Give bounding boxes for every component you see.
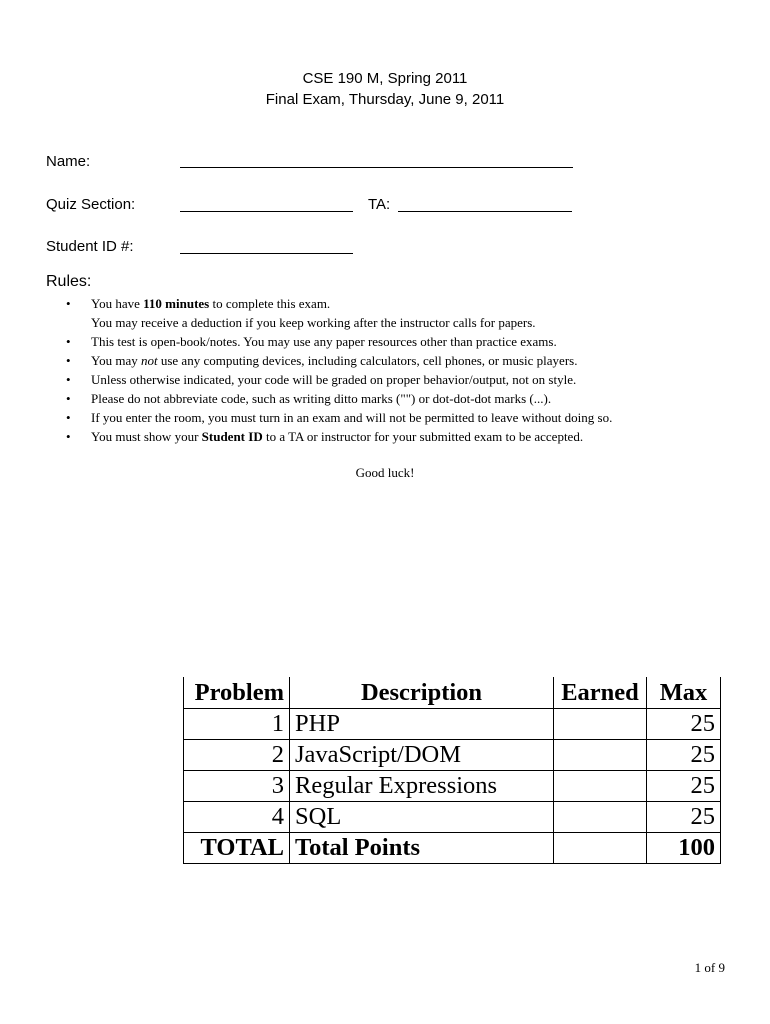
rule-text: to a TA or instructor for your submitted exam to be accepted.: [262, 429, 584, 444]
table-row: [184, 802, 721, 833]
rule-emphasis: not: [140, 353, 158, 368]
table-row: [184, 709, 721, 740]
max-points: 25: [647, 740, 721, 771]
total-max-points: 100: [647, 833, 721, 864]
problem-number: 4: [184, 802, 290, 833]
rule-text: Unless otherwise indicated, your code will be graded on proper behavior/output, not on style.: [91, 372, 577, 387]
problem-description: PHP: [290, 709, 554, 740]
rule-text: You must show your: [91, 429, 202, 444]
rule-text: Please do not abbreviate code, such as writing ditto marks ("") or dot-dot-dot marks (...).: [91, 391, 552, 406]
name-label: Name:: [46, 153, 91, 170]
name-blank-line[interactable]: [180, 167, 573, 168]
ta-blank-line[interactable]: [398, 211, 572, 212]
ta-label: TA:: [368, 196, 391, 213]
rule-emphasis: 110 minutes: [143, 296, 210, 311]
rule-item: [66, 370, 612, 389]
problem-description: JavaScript/DOM: [290, 740, 554, 771]
course-title: CSE 190 M, Spring 2011: [302, 70, 468, 87]
earned-cell[interactable]: [554, 771, 647, 802]
rule-item: [66, 332, 612, 351]
rule-emphasis: Student ID: [201, 429, 263, 444]
max-points: 25: [647, 802, 721, 833]
total-earned-cell[interactable]: [554, 833, 647, 864]
total-label: TOTAL: [184, 833, 290, 864]
bullet-icon: •: [66, 296, 71, 311]
max-points: 25: [647, 709, 721, 740]
rule-text: This test is open-book/notes. You may use any paper resources other than practice exams.: [91, 334, 557, 349]
quiz-section-label: Quiz Section:: [46, 196, 136, 213]
bullet-icon: •: [66, 334, 71, 349]
bullet-icon: •: [66, 391, 71, 406]
header-description: Description: [290, 677, 554, 709]
earned-cell[interactable]: [554, 709, 647, 740]
total-row: [184, 833, 721, 864]
header-max: Max: [647, 677, 721, 709]
student-id-blank-line[interactable]: [180, 253, 353, 254]
table-row: [184, 740, 721, 771]
rule-item: [66, 427, 612, 446]
rule-text: You may: [91, 353, 141, 368]
rule-continuation: You may receive a deduction if you keep working after the instructor calls for papers.: [91, 315, 536, 330]
earned-cell[interactable]: [554, 802, 647, 833]
page-number: 1 of 9: [694, 960, 725, 975]
rules-list: [66, 294, 612, 446]
good-luck-text: Good luck!: [355, 465, 415, 480]
rule-item: [66, 408, 612, 427]
bullet-icon: •: [66, 410, 71, 425]
header-problem: Problem: [184, 677, 290, 709]
score-table: [183, 677, 721, 864]
problem-number: 1: [184, 709, 290, 740]
table-row: [184, 771, 721, 802]
bullet-icon: •: [66, 372, 71, 387]
max-points: 25: [647, 771, 721, 802]
rules-heading: Rules:: [46, 273, 92, 290]
problem-number: 2: [184, 740, 290, 771]
bullet-icon: •: [66, 353, 71, 368]
header-earned: Earned: [554, 677, 647, 709]
rule-item: [66, 389, 612, 408]
bullet-icon: •: [66, 429, 71, 444]
rule-item: [66, 294, 612, 332]
rule-text: to complete this exam.: [209, 296, 331, 311]
rule-text: If you enter the room, you must turn in an exam and will not be permitted to leave without doing so.: [91, 410, 613, 425]
total-description: Total Points: [290, 833, 554, 864]
exam-title: Final Exam, Thursday, June 9, 2011: [265, 91, 505, 108]
rule-text: You have: [91, 296, 144, 311]
rule-item: [66, 351, 612, 370]
rule-text: use any computing devices, including calculators, cell phones, or music players.: [157, 353, 578, 368]
student-id-label: Student ID #:: [46, 238, 134, 255]
problem-number: 3: [184, 771, 290, 802]
earned-cell[interactable]: [554, 740, 647, 771]
quiz-section-blank-line[interactable]: [180, 211, 353, 212]
score-table-header: [184, 677, 721, 709]
problem-description: Regular Expressions: [290, 771, 554, 802]
problem-description: SQL: [290, 802, 554, 833]
